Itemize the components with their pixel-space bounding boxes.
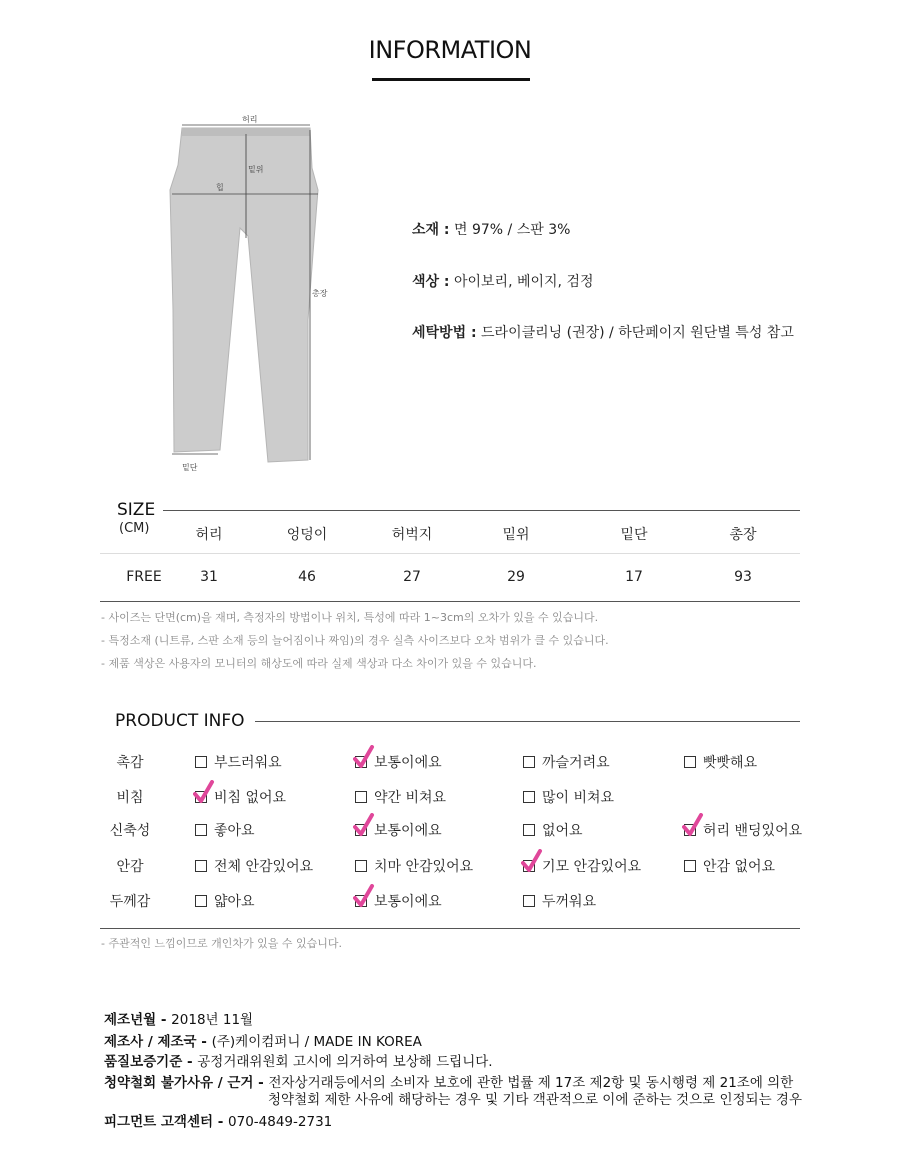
check-mark-icon: [353, 884, 375, 908]
check-mark-icon: [193, 780, 215, 804]
page-title: INFORMATION: [368, 36, 532, 64]
product-info-option: [523, 820, 583, 840]
checkbox-unchecked: [684, 756, 696, 768]
spec-color: 색상 : 아이보리, 베이지, 검정: [412, 274, 594, 290]
size-col-hem: 밑단: [620, 527, 648, 543]
checkbox-unchecked: [195, 860, 207, 872]
check-mark-icon: [353, 813, 375, 837]
product-info-option: [355, 856, 473, 876]
product-info-row-label: 안감: [116, 859, 144, 875]
size-row-name: FREE: [126, 569, 162, 585]
product-info-option-label: 비침 없어요: [214, 790, 287, 806]
size-note: - 제품 색상은 사용자의 모니터의 해상도에 따라 실제 색상과 다소 차이가 있을 수 있습니다.: [101, 657, 537, 670]
spec-washing: 세탁방법 : 드라이클리닝 (권장) / 하단페이지 원단별 특성 참고: [412, 325, 794, 341]
size-col-length: 총장: [729, 527, 757, 543]
hip-label: 힙: [216, 183, 224, 192]
product-info-bottom-rule: [100, 928, 800, 929]
product-info-option-label: 없어요: [542, 823, 583, 839]
size-col-hip: 엉덩이: [286, 527, 328, 543]
checkbox-unchecked: [195, 824, 207, 836]
product-info-option: [355, 891, 442, 911]
product-info-option: [195, 752, 282, 772]
product-info-option-label: 보통이에요: [374, 894, 442, 910]
footer-manufacture-date: 제조년월 - 2018년 11월: [104, 1012, 254, 1028]
product-info-option-label: 얇아요: [214, 894, 255, 910]
product-info-row-label: 촉감: [116, 755, 144, 771]
size-unit: (CM): [119, 521, 150, 536]
footer-withdrawal: 청약철회 불가사유 / 근거 - 전자상거래등에서의 소비자 보호에 관한 법률 제 17조 제2항 및 동시행령 제 21조에 의한: [104, 1075, 794, 1091]
product-info-option: [195, 820, 255, 840]
size-bottom-rule: [100, 601, 800, 602]
size-value: 29: [507, 569, 525, 585]
check-mark-icon: [521, 849, 543, 873]
size-rule: [163, 510, 800, 511]
product-info-option: [684, 820, 802, 840]
product-info-option-label: 빳빳해요: [703, 755, 758, 771]
product-info-option: [523, 752, 610, 772]
product-info-option: [355, 787, 446, 807]
footer-customer-center: 피그먼트 고객센터 - 070-4849-2731: [104, 1114, 333, 1130]
pants-figure: [160, 110, 340, 480]
product-info-option-label: 약간 비쳐요: [374, 790, 447, 806]
checkbox-checked: [355, 824, 367, 836]
check-mark-icon: [682, 813, 704, 837]
checkbox-checked: [684, 824, 696, 836]
product-info-option-label: 전체 안감있어요: [214, 859, 314, 875]
product-info-option-label: 많이 비쳐요: [542, 790, 615, 806]
checkbox-checked: [195, 791, 207, 803]
checkbox-unchecked: [195, 895, 207, 907]
product-info-option: [523, 891, 596, 911]
size-value: 46: [298, 569, 316, 585]
checkbox-unchecked: [523, 824, 535, 836]
title-underline: [372, 78, 530, 81]
checkbox-unchecked: [355, 791, 367, 803]
checkbox-unchecked: [523, 756, 535, 768]
size-note: - 사이즈는 단면(cm)을 재며, 측정자의 방법이나 위치, 특성에 따라 1~3cm의 오차가 있을 수 있습니다.: [101, 611, 599, 624]
checkbox-checked: [355, 895, 367, 907]
checkbox-unchecked: [195, 756, 207, 768]
product-info-option-label: 부드러워요: [214, 755, 282, 771]
product-info-option: [195, 891, 255, 911]
size-value: 27: [403, 569, 421, 585]
product-info-option-label: 보통이에요: [374, 823, 442, 839]
product-info-option: [355, 752, 442, 772]
product-info-option: [355, 820, 442, 840]
check-mark-icon: [353, 745, 375, 769]
checkbox-unchecked: [355, 860, 367, 872]
product-info-note: - 주관적인 느낌이므로 개인차가 있을 수 있습니다.: [101, 937, 342, 950]
product-info-option-label: 보통이에요: [374, 755, 442, 771]
checkbox-unchecked: [523, 791, 535, 803]
size-col-rise: 밑위: [502, 527, 530, 543]
waist-label: 허리: [242, 115, 258, 124]
checkbox-checked: [355, 756, 367, 768]
product-info-option: [523, 787, 614, 807]
product-info-option: [523, 856, 641, 876]
product-info-option-label: 좋아요: [214, 823, 255, 839]
spec-material: 소재 : 면 97% / 스판 3%: [412, 222, 571, 238]
footer-manufacturer: 제조사 / 제조국 - (주)케이컴퍼니 / MADE IN KOREA: [104, 1034, 422, 1050]
product-info-rule: [255, 721, 800, 722]
product-info-row-label: 비침: [116, 790, 144, 806]
size-value: 31: [200, 569, 218, 585]
footer-withdrawal-cont: 청약철회 제한 사유에 해당하는 경우 및 기타 객관적으로 이에 준하는 것으로 인정되는 경우: [268, 1092, 803, 1108]
checkbox-checked: [523, 860, 535, 872]
size-col-thigh: 허벅지: [391, 527, 433, 543]
size-note: - 특정소재 (니트류, 스판 소재 등의 늘어짐이나 짜임)의 경우 실측 사이즈보다 오차 범위가 클 수 있습니다.: [101, 634, 609, 647]
product-info-row-label: 신축성: [109, 823, 151, 839]
checkbox-unchecked: [684, 860, 696, 872]
length-label: 총장: [312, 289, 328, 298]
size-header-divider: [100, 553, 800, 554]
product-info-option-label: 까슬거려요: [542, 755, 610, 771]
product-info-heading: PRODUCT INFO: [115, 711, 245, 731]
size-value: 17: [625, 569, 643, 585]
checkbox-unchecked: [523, 895, 535, 907]
product-info-option: [195, 856, 313, 876]
size-col-waist: 허리: [195, 527, 223, 543]
product-info-option: [684, 752, 757, 772]
product-info-option-label: 기모 안감있어요: [542, 859, 642, 875]
product-info-option: [195, 787, 286, 807]
rise-label: 밑위: [248, 165, 264, 174]
hem-label: 밑단: [182, 463, 198, 472]
size-value: 93: [734, 569, 752, 585]
product-info-option-label: 허리 밴딩있어요: [703, 823, 803, 839]
footer-warranty: 품질보증기준 - 공정거래위원회 고시에 의거하여 보상해 드립니다.: [104, 1054, 493, 1070]
product-info-option-label: 두꺼워요: [542, 894, 597, 910]
size-heading: SIZE: [117, 500, 156, 520]
product-info-option-label: 안감 없어요: [703, 859, 776, 875]
product-info-row-label: 두께감: [109, 894, 151, 910]
product-info-option-label: 치마 안감있어요: [374, 859, 474, 875]
product-info-option: [684, 856, 775, 876]
